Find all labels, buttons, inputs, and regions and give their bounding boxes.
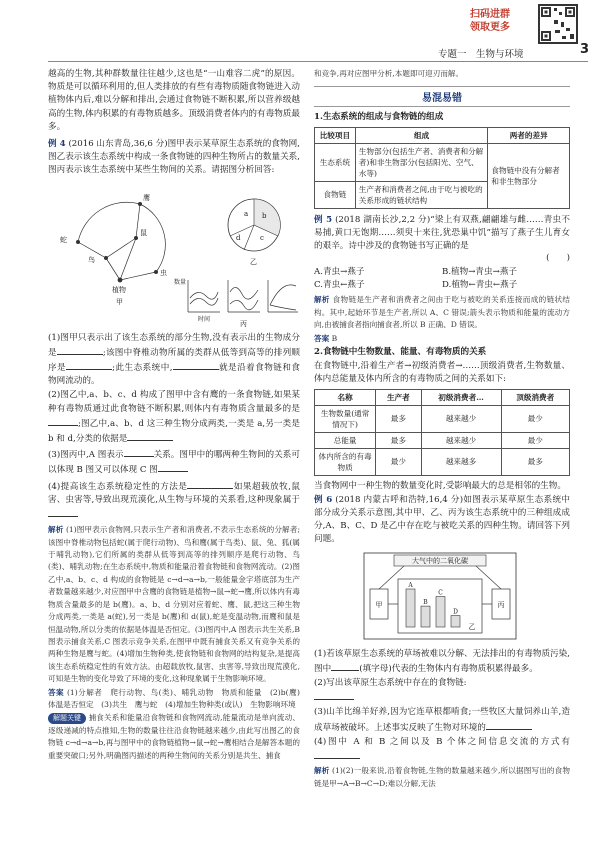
component-jia-label: 甲 <box>375 600 383 609</box>
answer-blank[interactable] <box>486 720 532 730</box>
promo-text <box>470 8 530 34</box>
answer-5-text: B <box>331 333 338 343</box>
answer-blank[interactable] <box>48 416 78 426</box>
pie-letter-a: a <box>244 209 249 218</box>
question-6-1-a: (1)若该草原生态系统的草场被难以分解、无法排出的有毒物质污染,图中 <box>314 648 570 674</box>
example-4-figure <box>48 180 300 328</box>
page-number: 3 <box>580 42 590 57</box>
table-cell: 最多 <box>501 448 569 475</box>
options-grid <box>314 266 570 292</box>
figure-label-bing: 丙 <box>240 319 247 328</box>
answer-blank[interactable] <box>314 749 360 759</box>
answer-blank[interactable] <box>127 431 173 441</box>
answer-5-label: 答案 <box>314 333 330 343</box>
key-tip <box>48 712 300 762</box>
table-header: 比较项目 <box>315 127 356 143</box>
right-column <box>314 68 570 791</box>
header-rule <box>48 61 588 62</box>
question-1-part-a: (1)图甲只表示出了该生态系统的部分生物,没有表示出的生物成分是 <box>48 332 300 358</box>
table-cell: 总能量 <box>315 432 376 448</box>
relation-graphs <box>188 280 298 312</box>
table-cell: 生物部分(包括生产者、消费者和分解者)和非生物部分(包括阳光、空气、水等) <box>355 143 488 181</box>
example-6-label: 例 6 <box>314 494 333 505</box>
table-cell: 体内所含的有毒物质 <box>315 448 376 475</box>
answer-blank[interactable] <box>48 507 78 517</box>
food-web-diagram <box>76 202 165 282</box>
section-title: 易混易错 <box>422 93 462 105</box>
left-column <box>48 68 308 763</box>
table-header: 生产者 <box>376 389 421 405</box>
continued-text: 和竞争,再对应图甲分析,本题即可迎刃而解。 <box>314 69 464 78</box>
table-header: 两者的差异 <box>488 127 570 143</box>
component-yi-label: 乙 <box>468 622 476 631</box>
analysis-4 <box>48 524 300 685</box>
question-6-3-a: (3)山羊比绵羊好养,因为它连草根都啃食;一些牧区大量饲养山羊,造成草场被破坏。上述事实反映了生物对环境的 <box>314 707 570 733</box>
example-5 <box>314 214 570 254</box>
answer-5 <box>314 333 570 345</box>
question-2-part-a: (2)图乙中,a、b、c、d 构成了图甲中含有鹰的一条食物链,如果某种有毒物质通过此食物链不断积累,则体内有毒物质含量最多的是 <box>48 390 300 414</box>
bar-label-d: D <box>453 608 458 616</box>
answer-blank[interactable] <box>187 479 233 489</box>
note: 当食物网中一种生物的数量变化时,受影响最大的总是相邻的生物。 <box>314 480 566 491</box>
analysis-6-label: 解析 <box>314 766 330 776</box>
table-cell-diff: 食物链中没有分解者和非生物部分 <box>488 143 570 208</box>
quantity-table <box>314 389 570 476</box>
pie-letter-c: c <box>260 233 264 242</box>
answer-4-label: 答案 <box>48 687 65 697</box>
section-header: 专题一 生物与环境 <box>438 49 524 60</box>
answer-blank[interactable] <box>66 360 112 370</box>
table-row <box>315 432 570 448</box>
bar-label-b: B <box>423 598 428 606</box>
pie-diagram <box>228 199 280 251</box>
key-tip-badge: 解题关键 <box>48 713 86 724</box>
table-cell: 越来越少 <box>421 432 501 448</box>
table-cell: 最少 <box>376 448 421 475</box>
table-header: 初级消费者… <box>421 389 501 405</box>
table-cell: 越来越少 <box>421 405 501 432</box>
example-4 <box>48 138 300 178</box>
item-1-title: 1.生态系统的组成与食物链的组成 <box>314 112 444 123</box>
option-a[interactable]: A.青虫→燕子 <box>314 267 365 278</box>
figure-label-jia: 甲 <box>116 297 123 306</box>
atmosphere-co2-label: 大气中的二氧化碳 <box>412 556 468 565</box>
bar-label-a: A <box>408 581 413 589</box>
node-label-bird: 鸟 <box>88 255 95 264</box>
question-3-part-a: (3)图丙中,A 图表示 <box>48 450 124 461</box>
question-1-part-c: ;此生态系统中, <box>112 363 173 374</box>
question-6-2 <box>314 677 570 705</box>
item-2-text: 在食物链中,沿着生产者→初级消费者→……顶级消费者,生物数量、体内总能量及体内所含的有毒物质之间的关系如下: <box>314 361 570 385</box>
bar-label-c: C <box>438 589 443 597</box>
table-cell: 越来越多 <box>421 448 501 475</box>
answer-4 <box>48 687 308 712</box>
table-header: 顶级消费者 <box>501 389 569 405</box>
example-4-label: 例 4 <box>48 139 66 150</box>
axis-label-time: 时间 <box>198 315 211 323</box>
analysis-4-text: (1)图甲表示食物网,只表示生产者和消费者,不表示生态系统的分解者;该图中脊椎动物包括蛇(属于爬行动物)、鸟和鹰(属于鸟类)、鼠、兔、狐(属于哺乳动物),它们所属的类群从低等到高等的排列顺序是爬行动物、鸟(类)、哺乳动物;在生态系统中,物质和能量沿着食物链和食物网流动。(2)图乙中,a、b、c、d 构成的食物链是 c→d→a→b,一般能量金字塔底部为生产者数量越来越少,对应图甲中含鹰的食物链是植物→鼠→蛇→鹰,所以体内有毒物质含量最多的是 b(鹰)。a、b、d 分别对应着蛇、鹰、鼠,把这三种生物分成两类,一类是 a(蛇),另一类是 b(鹰)和 d(鼠),蛇是变温动物,而鹰和鼠是恒温动物,所以分类的依据是体温是否恒定。(3)图丙中,A 图表示共生关系,B 图表示捕食关系,C 图表示竞争关系,在图甲中既有捕食关系又有竞争关系的两种生物是鹰与蛇。(4)增加生物种类,使食物链和食物网的结构复杂,是提高该生态系统稳定性的有效方法。由超载放牧,鼠害、虫害等,导致出现荒漠化,可知是生物的变化导致了环境的变化,这种现象属于生物影响环境。 <box>48 525 301 684</box>
node-label-mouse: 鼠 <box>140 228 147 237</box>
bar-c <box>436 596 445 626</box>
table-cell: 最多 <box>376 405 421 432</box>
component-bing-label: 丙 <box>497 600 505 609</box>
pie-letter-b: b <box>262 211 267 220</box>
option-b[interactable]: B.植物→青虫→燕子 <box>442 267 518 278</box>
question-4-part-a: (4)提高该生态系统稳定性的方法是 <box>48 481 188 492</box>
option-d[interactable]: D.植物←青虫←燕子 <box>442 280 518 291</box>
example-6-text: (2018 内蒙古呼和浩特,16,4 分)如图表示某草原生态系统中部分成分关系示意图,其中甲、乙、丙为该生态系统中的三种组成成分,A、B、C、D 是乙中存在吃与被吃关系的四种生物。请回答下列问题。 <box>314 494 570 545</box>
analysis-5-label: 解析 <box>314 295 330 305</box>
example-5-text: (2018 湖南长沙,2,2 分)“梁上有双燕,翩翩雄与雌……青虫不易捕,黄口无饱期……须臾十来往,犹恐巢中饥”描写了燕子生儿育女的艰辛。诗中涉及的食物链书写正确的是 <box>314 214 570 252</box>
key-tip-text: 捕食关系和能量沿食物链和食物网流动,能量流动是单向流动、逐级递减的特点推知,生物的数量往往沿食物链越来越少,由此写出图乙的食物链 c→d→a→b,再与图甲中的食物链植物→鼠→蛇→鹰相结合是解答本题的重要突破口;另外,明确图丙描述的两种生物间的关系分别是共生、捕食 <box>48 713 300 760</box>
node-label-eagle: 鹰 <box>143 193 150 202</box>
question-6-2-a: (2)写出该草原生态系统中存在的食物链: <box>314 678 467 689</box>
example-4-text: (2016 山东青岛,36,6 分)图甲表示某草原生态系统的食物网,图乙表示该生态系统中构成一条食物链的四种生物所占的数量关系,图丙表示该生态系统中某些生物间的关系。请据图分析回答: <box>48 139 300 176</box>
section-title-box <box>314 86 570 107</box>
question-1-part-d: 就是沿着食物链和食物网流动的。 <box>48 363 300 387</box>
example-5-label: 例 5 <box>314 214 333 225</box>
example-6 <box>314 494 570 547</box>
table-row <box>315 143 570 181</box>
answer-4-text: (1)分解者 爬行动物、鸟(类)、哺乳动物 物质和能量 (2)b(鹰) 体温是否恒定 (3)共生 鹰与蛇 (4)增加生物种类(或认) 生物影响环境 <box>48 687 308 709</box>
qr-pattern-icon <box>540 6 576 42</box>
option-c[interactable]: C.青虫←燕子 <box>314 280 365 291</box>
answer-blank[interactable] <box>331 661 359 671</box>
question-2 <box>48 389 300 446</box>
table-cell: 最多 <box>376 432 421 448</box>
table-cell: 食物链 <box>315 181 356 208</box>
analysis-5-text: 食物链是生产者和消费者之间由于吃与被吃的关系连接而成的链状结构。其中,起始环节是生产者,所以 A、C 错误;箭头表示物质和能量的流动方向,由被捕食者指向捕食者,所以 B 正确、D 错误。 <box>314 295 571 330</box>
question-6-1 <box>314 648 570 676</box>
pie-letter-d: d <box>236 233 241 242</box>
table-header: 名称 <box>315 389 376 405</box>
answer-blank[interactable] <box>314 690 354 700</box>
bar-b <box>421 606 430 627</box>
analysis-4-label: 解析 <box>48 525 64 535</box>
table-header: 组成 <box>355 127 488 143</box>
item-2-title: 2.食物链中生物数量、能量、有毒物质的关系 <box>314 347 487 358</box>
node-label-insect: 虫 <box>160 268 167 277</box>
analysis-6 <box>314 765 570 790</box>
node-label-plant: 植物 <box>112 285 126 294</box>
example-6-figure <box>314 549 570 645</box>
answer-blank[interactable] <box>124 447 154 457</box>
intro-paragraph: 越高的生物,其种群数量往往越少,这也是“一山难容二虎”的原因。物质是可以循环利用的,但人类排放的有些有毒物质随食物链进入动植物体内后,难以分解和排出,会通过食物链不断积累,所以营养级越高的生物,体内积累的有毒物质越多。顶级消费者体内的有毒物质最多。 <box>48 69 300 132</box>
question-1 <box>48 332 300 389</box>
question-4 <box>48 479 300 523</box>
question-6-4-a: (4)图中 A 和 B 之间以及 B 个体之间信息交流的方式有 <box>314 736 570 747</box>
table-cell: 生产者和消费者之间,由于吃与被吃的关系形成的链状结构 <box>355 181 488 208</box>
answer-blank[interactable] <box>158 462 188 472</box>
comparison-table <box>314 127 570 209</box>
bar-d <box>451 615 460 626</box>
question-4-part-b: 如果超载放牧,鼠害、虫害等,导致出现荒漠化,从生物与环境的关系看,这种现象属于 <box>48 481 300 505</box>
table-row <box>315 448 570 475</box>
question-1-part-b: ;该图中脊椎动物所属的类群从低等到高等的排列顺序是 <box>48 347 300 374</box>
promo-line-1: 扫码进群 <box>470 9 510 20</box>
bar-a <box>406 589 415 627</box>
table-row <box>315 405 570 432</box>
promo-line-2: 领取更多 <box>470 22 510 33</box>
analysis-6-text: (1)(2)一般来说,沿着食物链,生物的数量越来越少,所以据图写出的食物链是甲→A→B→C→D;难以分解,无法 <box>314 766 570 788</box>
answer-blank[interactable] <box>173 360 219 370</box>
analysis-5 <box>314 294 570 331</box>
table-cell: 生态系统 <box>315 143 356 181</box>
question-3-part-b: 关系。图甲中的哪两种生物间的关系可以体现 B 图又可以体现 C 图 <box>48 450 300 476</box>
axis-label-quantity: 数量 <box>174 278 187 286</box>
question-6-1-b: (填字母)代表的生物体内有毒物质积累得最多。 <box>359 663 538 674</box>
figure-label-yi: 乙 <box>250 257 257 266</box>
question-6-3 <box>314 706 570 734</box>
node-label-snake: 蛇 <box>60 235 67 244</box>
table-cell: 最少 <box>501 405 569 432</box>
question-2-part-b: ;图乙中,a、b、d 这三种生物分成两类,一类是 a,另一类是 b 和 d,分类的依据是 <box>48 418 300 445</box>
question-3 <box>48 447 300 477</box>
table-cell: 生物数量(通常情况下) <box>315 405 376 432</box>
answer-blank[interactable] <box>57 345 103 355</box>
question-6-4 <box>314 736 570 764</box>
qr-code[interactable] <box>538 4 578 44</box>
example-5-paren: ( ) <box>546 253 570 264</box>
table-cell: 最少 <box>501 432 569 448</box>
